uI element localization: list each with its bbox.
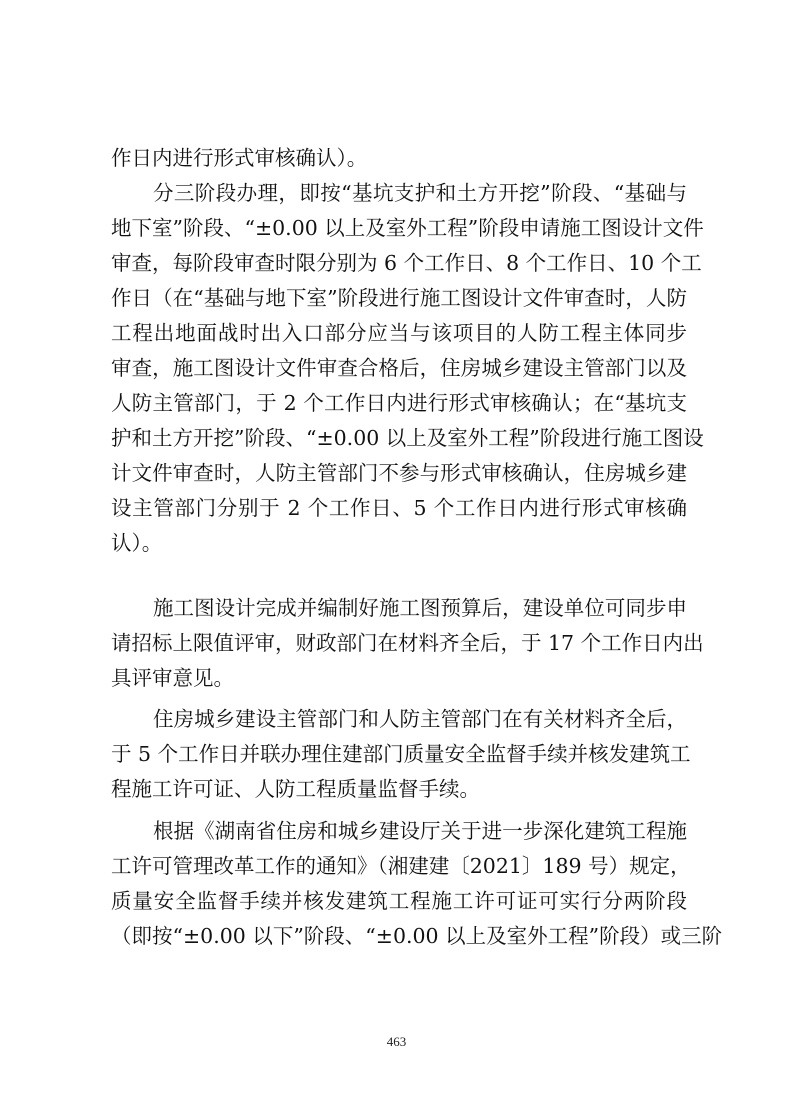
text-line: 请招标上限值评审，财政部门在材料齐全后，于 17 个工作日内出	[111, 631, 704, 655]
text-line: 审查，每阶段审查时限分别为 6 个工作日、8 个工作日、10 个工	[111, 251, 702, 275]
text-line: （即按“±0.00 以下”阶段、“±0.00 以上及室外工程”阶段）或三阶	[111, 924, 723, 948]
text-line: 工许可管理改革工作的通知》（湘建建〔2021〕189 号）规定，	[111, 854, 691, 878]
page-number: 463	[386, 1034, 407, 1049]
text-line: 作日（在“基础与地下室”阶段进行施工图设计文件审查时，人防	[111, 286, 687, 310]
text-line: 质量安全监督手续并核发建筑工程施工许可证可实行分两阶段	[111, 889, 687, 913]
text-line: 护和土方开挖”阶段、“±0.00 以上及室外工程”阶段进行施工图设	[111, 426, 704, 450]
text-line: 工程出地面战时出入口部分应当与该项目的人防工程主体同步	[111, 321, 687, 345]
text-line: 住房城乡建设主管部门和人防主管部门在有关材料齐全后，	[153, 707, 687, 731]
text-line: 人防主管部门，于 2 个工作日内进行形式审核确认；在“基坑支	[111, 391, 687, 415]
text-line: 程施工许可证、人防工程质量监督手续。	[111, 777, 480, 801]
text-line: 具评审意见。	[111, 666, 234, 690]
text-line: 施工图设计完成并编制好施工图预算后，建设单位可同步申	[153, 596, 687, 620]
text-line: 分三阶段办理，即按“基坑支护和土方开挖”阶段、“基础与	[153, 181, 687, 205]
text-line: 地下室”阶段、“±0.00 以上及室外工程”阶段申请施工图设计文件	[111, 216, 704, 240]
text-line: 计文件审查时，人防主管部门不参与形式审核确认，住房城乡建	[111, 461, 687, 485]
text-line: 设主管部门分别于 2 个工作日、5 个工作日内进行形式审核确	[111, 496, 687, 520]
text-line: 根据《湖南省住房和城乡建设厅关于进一步深化建筑工程施	[153, 819, 687, 843]
text-line: 于 5 个工作日并联办理住建部门质量安全监督手续并核发建筑工	[111, 742, 691, 766]
text-line: 认）。	[111, 531, 163, 555]
text-line: 作日内进行形式审核确认）。	[111, 146, 368, 170]
text-line: 审查，施工图设计文件审查合格后，住房城乡建设主管部门以及	[111, 356, 687, 380]
